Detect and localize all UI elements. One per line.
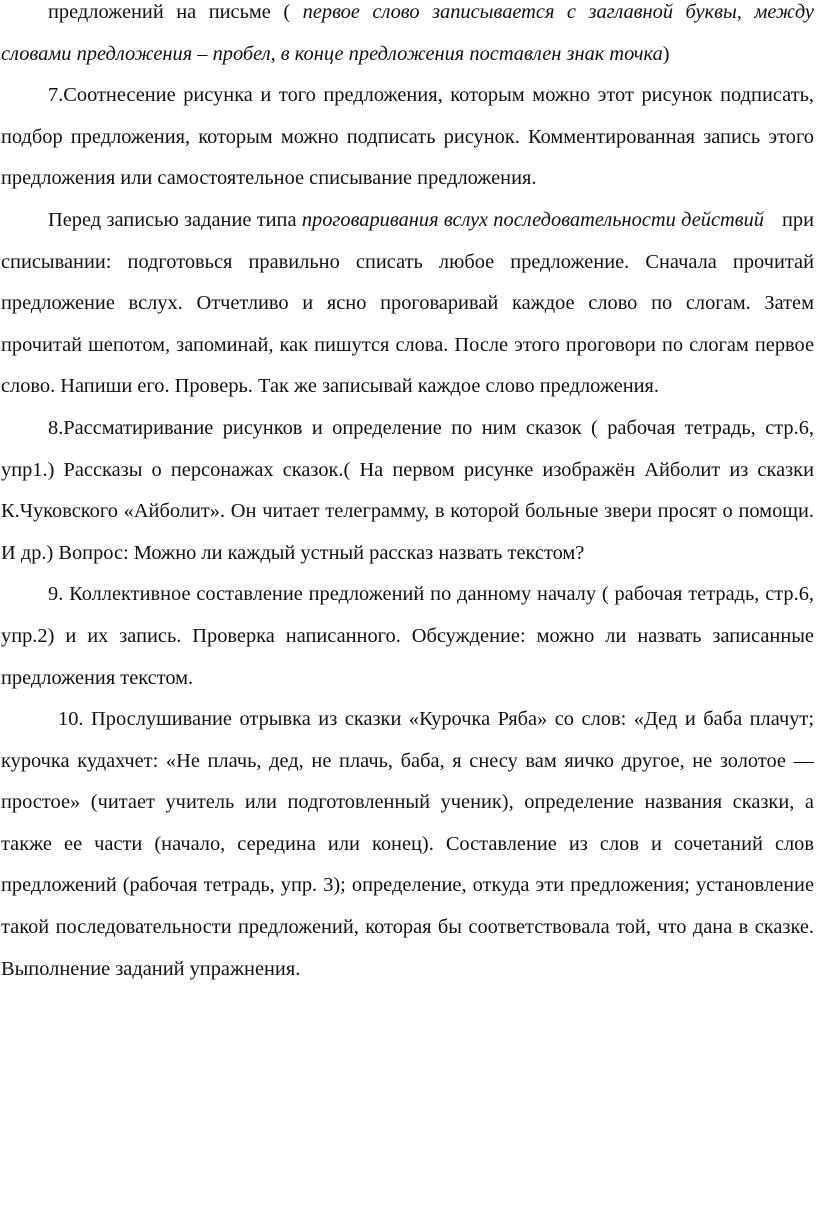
paragraph-item-9: 9. Коллективное составление предложений по данному началу ( рабочая тетрадь, стр.6, упр.2) и их запись. Проверка написанного. Обсуждение: можно ли назвать записанные предложения текстом.	[1, 583, 814, 689]
italic-task-type-text: проговаривания вслух последовательности действий	[301, 208, 764, 231]
paragraph-item-10: 10. Прослушивание отрывка из сказки «Курочка Ряба» со слов: «Дед и баба плачут; курочка кудахчет: «Не плачь, дед, не плачь, баба, я снесу вам яичко другое, не золотое — простое» (читает учитель или подготовленный ученик), определение названия сказки, а также ее части (начало, середина или конец). Составление из слов и сочетаний слов предложений (рабочая тетрадь, упр. 3); определение, откуда эти предложения; установление такой последовательности предложений, которая бы соответствовала той, что дана в сказке. Выполнение заданий упражнения.	[1, 708, 814, 980]
paragraph-continuation	[1, 0, 814, 75]
paragraph-lead-text: Перед записью задание типа	[48, 208, 302, 231]
paragraph-body-text: при списывании: подготовься правильно списать любое предложение. Сначала прочитай предложение вслух. Отчетливо и ясно проговаривай каждое слово по слогам. Затем прочитай шепотом, запоминай, как пишутся слова. После этого проговори по слогам первое слово. Напиши его. Проверь. Так же записывай каждое слово предложения.	[1, 208, 814, 398]
paragraph-item-8: 8.Рассматиривание рисунков и определение по ним сказок ( рабочая тетрадь, стр.6, упр1.) Рассказы о персонажах сказок.( На первом рисунке изображён Айболит из сказки К.Чуковского «Айболит». Он читает телеграмму, в которой больные звери просят о помощи. И др.) Вопрос: Можно ли каждый устный рассказ назвать текстом?	[1, 416, 814, 564]
paragraph-closing-text: )	[662, 42, 670, 65]
paragraph-lead-text: предложений на письме (	[48, 1, 303, 23]
paragraph-item-7: 7.Соотнесение рисунка и того предложения, которым можно этот рисунок подписать, подбор предложения, которым можно подписать рисунок. Комментированная запись этого предложения или самостоятельное списывание предложения.	[1, 84, 814, 190]
paragraph-before-writing	[1, 200, 814, 408]
italic-rule-text: первое слово записывается с заглавной буквы, между словами предложения – пробел, в конце предложения поставлен знак точка	[1, 1, 814, 65]
